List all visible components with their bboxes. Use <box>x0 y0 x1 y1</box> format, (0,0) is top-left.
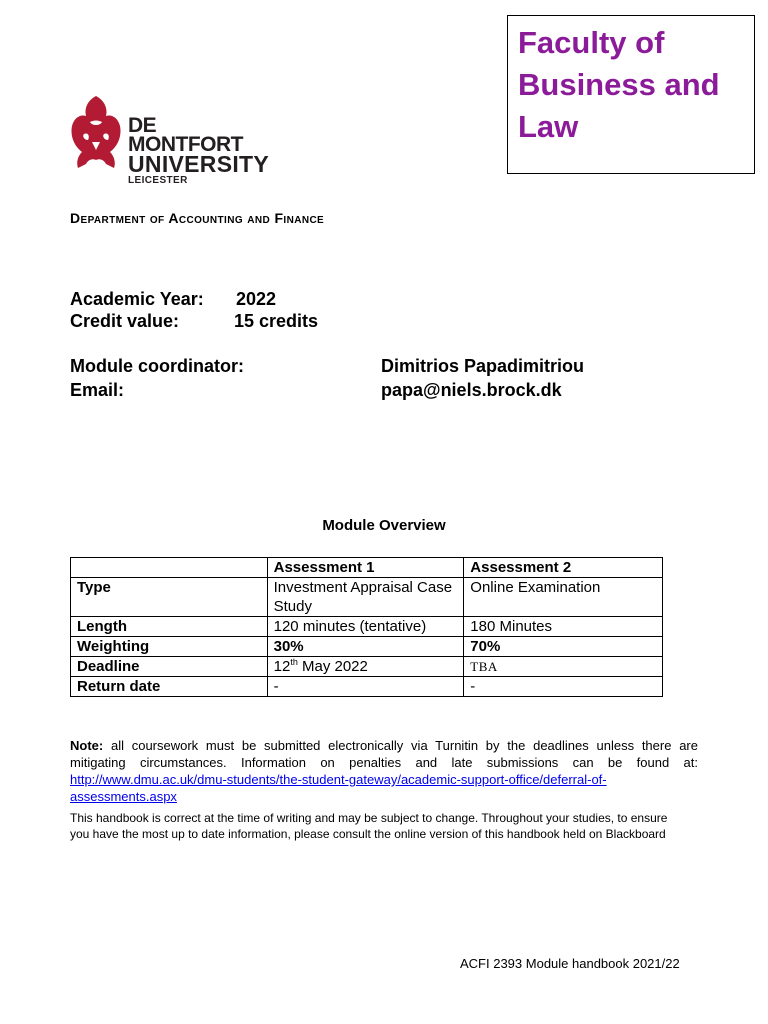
academic-year-label: Academic Year: <box>70 289 204 309</box>
deadline-assessment-1 <box>267 657 464 677</box>
logo-wordmark <box>128 116 276 187</box>
table-row <box>71 677 663 697</box>
type-assessment-1: Investment Appraisal Case Study <box>267 578 464 617</box>
handbook-disclaimer: This handbook is correct at the time of writing and may be subject to change. Throughout your studies, to ensure you have the most up to date information, please consult the online version of this handbook held on Blackboard <box>70 811 668 841</box>
note-label: Note: <box>70 738 104 753</box>
module-overview-title: Module Overview <box>322 517 446 534</box>
dmu-crest-icon <box>66 94 126 170</box>
deadline-month-year: May 2022 <box>297 658 368 675</box>
return-date-assessment-1: - <box>267 677 464 697</box>
row-label-length: Length <box>71 617 268 637</box>
logo-line-3: LEICESTER <box>128 175 188 186</box>
row-label-deadline: Deadline <box>71 657 268 677</box>
email-label: Email: <box>70 380 125 400</box>
table-row <box>71 657 663 677</box>
table-header-cell <box>71 558 268 578</box>
logo-line-2: UNIVERSITY <box>128 151 270 177</box>
length-assessment-2: 180 Minutes <box>464 617 663 637</box>
credit-value-value: 15 credits <box>234 311 319 331</box>
page-footer: ACFI 2393 Module handbook 2021/22 <box>460 956 680 971</box>
type-assessment-2: Online Examination <box>464 578 663 617</box>
deadline-day-suffix: th <box>290 657 298 667</box>
table-header-row <box>71 558 663 578</box>
table-row <box>71 617 663 637</box>
department-heading: Department of Accounting and Finance <box>70 210 325 226</box>
table-row <box>71 637 663 657</box>
table-header-cell: Assessment 2 <box>464 558 663 578</box>
faculty-title: Faculty of Business and Law <box>518 25 720 144</box>
return-date-assessment-2: - <box>464 677 663 697</box>
row-label-weighting: Weighting <box>71 637 268 657</box>
table-row <box>71 578 663 617</box>
faculty-box <box>507 15 755 174</box>
row-label-type: Type <box>71 578 268 617</box>
module-coordinator-label: Module coordinator: <box>70 356 244 376</box>
module-coordinator-value: Dimitrios Papadimitriou <box>381 356 585 376</box>
note-paragraph <box>70 737 698 805</box>
module-overview-table <box>70 557 663 697</box>
deadline-day: 12 <box>273 658 291 675</box>
logo-line-1: DE MONTFORT <box>128 114 243 156</box>
credit-value-label: Credit value: <box>70 311 180 331</box>
deadline-assessment-2: TBA <box>464 657 663 677</box>
note-text: all coursework must be submitted electronically via Turnitin by the deadlines unless there are mitigating circumstances. Information on penalties and late submissions can be found at: <box>70 738 698 770</box>
email-value: papa@niels.brock.dk <box>381 380 562 400</box>
weighting-assessment-1: 30% <box>267 637 464 657</box>
length-assessment-1: 120 minutes (tentative) <box>267 617 464 637</box>
table-header-cell: Assessment 1 <box>267 558 464 578</box>
weighting-assessment-2: 70% <box>464 637 663 657</box>
deferral-of-assessments-link[interactable]: http://www.dmu.ac.uk/dmu-students/the-student-gateway/academic-support-office/deferral-of-assessments.aspx <box>70 772 607 804</box>
university-logo <box>66 94 276 186</box>
row-label-return-date: Return date <box>71 677 268 697</box>
academic-year-value: 2022 <box>236 289 277 309</box>
